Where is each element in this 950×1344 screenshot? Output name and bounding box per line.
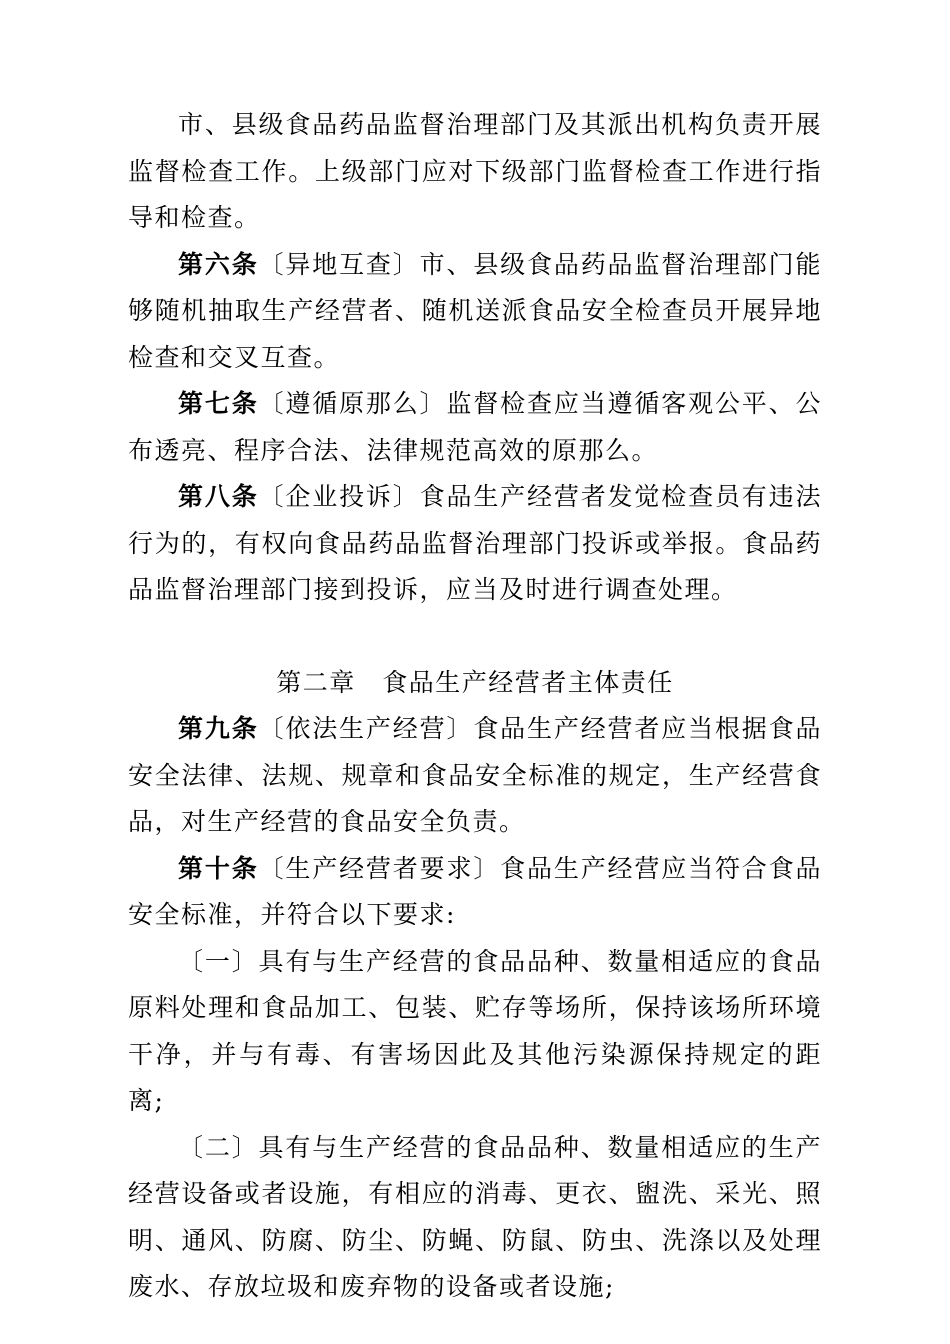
article-text: 〔生产经营者要求〕食品生产经营应当符合食品安全标准，并符合以下要求:: [128, 853, 822, 929]
article-6: [128, 242, 822, 382]
article-text: 〔异地互查〕市、县级食品药品监督治理部门能够随机抽取生产经营者、随机送派食品安全检查员开展异地检查和交叉互查。: [128, 249, 822, 372]
list-item-text: 〔一〕具有与生产经营的食品品种、数量相适应的食品原料处理和食品加工、包装、贮存等场所，保持该场所环境干净，并与有毒、有害场因此及其他污染源保持规定的距离;: [128, 946, 822, 1115]
article-heading: 第八条: [178, 482, 259, 511]
paragraph-supervision-duty: [128, 102, 822, 242]
article-7: [128, 381, 822, 474]
chapter-title: 第二章 食品生产经营者主体责任: [276, 667, 674, 697]
article-8: [128, 474, 822, 614]
article-text: 〔遵循原那么〕监督检查应当遵循客观公平、公布透亮、程序合法、法律规范高效的原那么。: [128, 389, 822, 465]
list-item-2: [128, 1125, 822, 1311]
article-text: 〔企业投诉〕食品生产经营者发觉检查员有违法行为的，有权向食品药品监督治理部门投诉或举报。食品药品监督治理部门接到投诉，应当及时进行调查处理。: [128, 482, 822, 604]
article-9: [128, 706, 822, 846]
list-item-text: 〔二〕具有与生产经营的食品品种、数量相适应的生产经营设备或者设施，有相应的消毒、更衣、盥洗、采光、照明、通风、防腐、防尘、防蝇、防鼠、防虫、洗涤以及处理废水、存放垃圾和废弃物的设备或者设施;: [128, 1132, 822, 1301]
article-heading: 第十条: [178, 853, 259, 883]
article-heading: 第七条: [178, 389, 259, 418]
paragraph-text: 市、县级食品药品监督治理部门及其派出机构负责开展监督检查工作。上级部门应对下级部门监督检查工作进行指导和检查。: [128, 110, 822, 232]
article-text: 〔依法生产经营〕食品生产经营者应当根据食品安全法律、法规、规章和食品安全标准的规定，生产经营食品，对生产经营的食品安全负责。: [128, 714, 822, 836]
article-heading: 第九条: [178, 714, 259, 743]
article-10: [128, 846, 822, 939]
document-page: [128, 102, 822, 1311]
list-item-1: [128, 939, 822, 1125]
article-heading: 第六条: [178, 249, 259, 279]
